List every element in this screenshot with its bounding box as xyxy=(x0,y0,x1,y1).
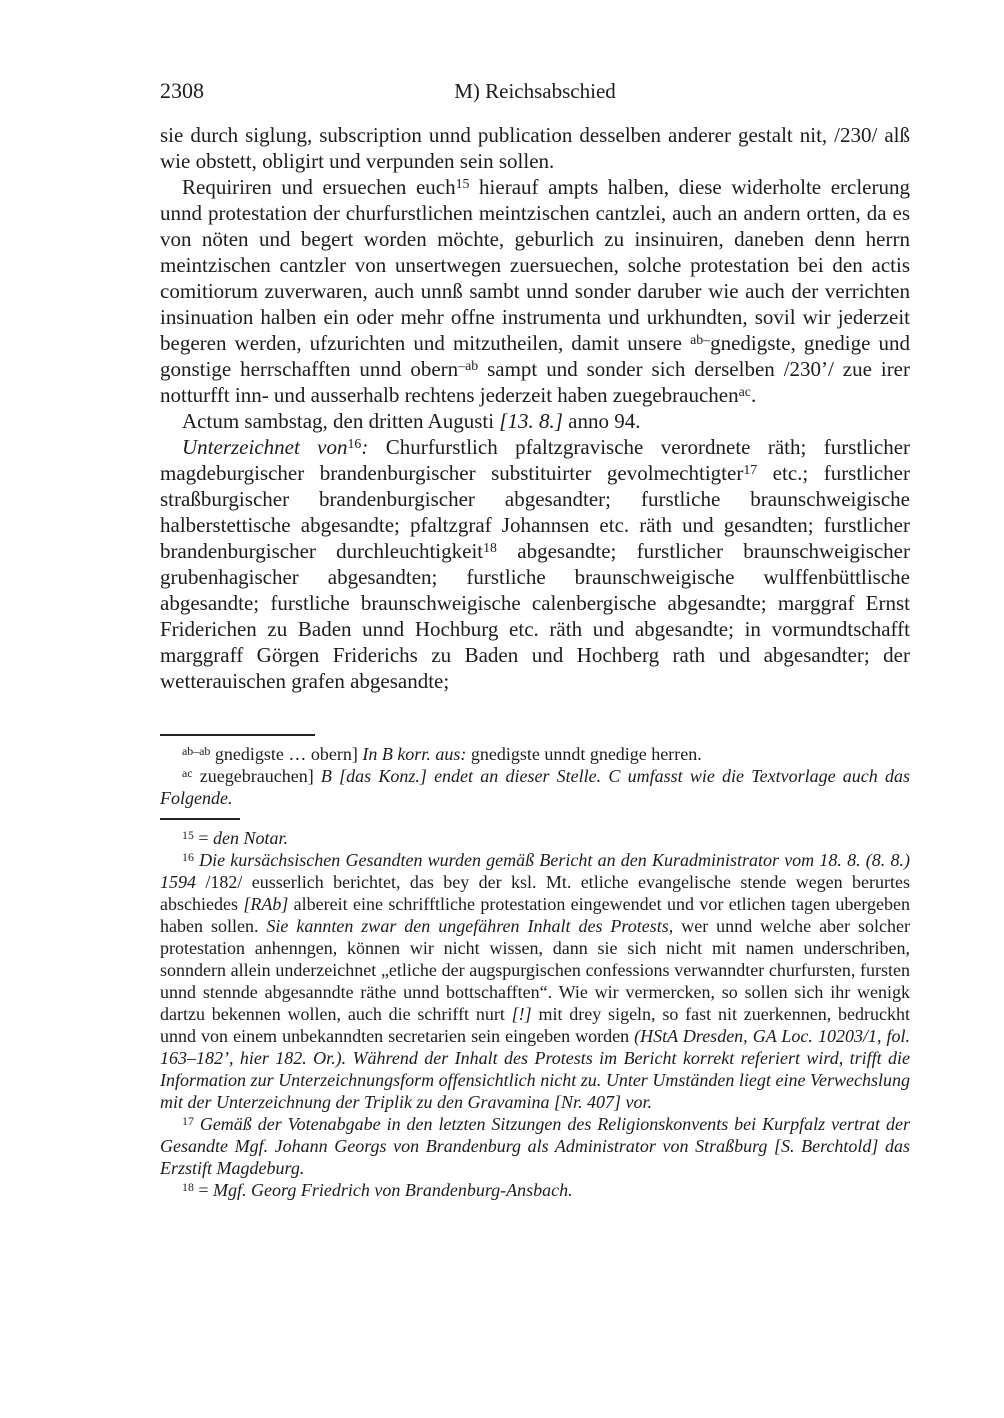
footnote: $^{18}$ = Mgf. Georg Friedrich von Brandenburg-Ansbach. xyxy=(182,1179,573,1200)
footnote: $^{15}$ = den Notar. xyxy=(182,827,289,848)
footnote: $^{17}$ Gemäß der Votenabgabe in den letzten Sitzungen des Religionskonvents bei Kurpfalz vertrat der Gesandte Mgf. Johann Georgs von Brandenburg als Administrator von Straßburg [S. Berchtold] das Erzstift Magdeburg. xyxy=(160,1113,910,1178)
footnote-list xyxy=(160,827,910,1201)
footnote: $^{16}$ Die kursächsischen Gesandten wurden gemäß Bericht an den Kuradministrator vom 18. 8. (8. 8.) 1594 /182/ eusserlich berichtet, das bey der ksl. Mt. etliche evangelische stende wegen berurtes abschiedes [RAb] albereit eine schrifftliche protestation eingewendet und vor etlichen tagen ubergeben haben sollen. Sie kannten zwar den ungefähren Inhalt des Protests, wer unnd welche aber solcher protestation anhenngen, können wir nicht wissen, dann sie sich nicht mit namen underschriben, sonndern allein underzeichnet „etliche der augspurgischen confessions verwanndter churfursten, fursten unnd stennde abgesanndte räthe unnd bottschafften“. Wie wir vermercken, so sollen sich ihr wenigk dartzu bekennen wollen, auch die schrifft nurt [!] mit drey sigeln, so fast nit zuerkennen, bedruckht unnd von einem unbekanndten secretarien sein eingeben worden (HStA Dresden, GA Loc. 10203/1, fol. 163–182’, hier 182. Or.). Während der Inhalt des Protests im Bericht korrekt referiert wird, trifft die Information zur Unterzeichnungsform offensichtlich nicht zu. Unter Umständen liegt eine Verwechslung mit der Unterzeichnung der Triplik zu den Gravamina [Nr. 407] vor. xyxy=(160,849,911,1112)
apparatus-note: $^{ab-ab}$ gnedigste … obern] In B korr. aus: gnedigste unndt gnedige herren. xyxy=(182,743,702,764)
apparatus-section xyxy=(160,734,910,809)
page-header xyxy=(160,78,910,104)
body-text xyxy=(160,122,910,694)
paragraph: Actum sambstag, den dritten Augusti [13. 8.] anno 94. xyxy=(182,409,641,433)
apparatus-separator-rule xyxy=(160,734,315,736)
apparatus-note: $^{ac}$ zuegebrauchen] B [das Konz.] endet an dieser Stelle. C umfasst wie die Textvorlage auch das Folgende. xyxy=(160,765,910,808)
paragraph: sie durch siglung, subscription unnd publication desselben anderer gestalt nit, /230/ alß wie obstett, obligirt und verpunden sein sollen. xyxy=(160,123,910,173)
running-head: M) Reichsabschied xyxy=(454,79,616,103)
footnote-separator-rule xyxy=(160,818,240,820)
paragraph: Requiriren und ersuechen euch$^{15}$ hierauf ampts halben, diese widerholte erclerung unnd protestation der churfurstlichen meintzischen cantzlei, auch an andern ortten, da es von nöten und begert worden möchte, geburlich zu insinuiren, daneben denn herrn meintzischen cantzler von unsertwegen zuersuechen, solche protestation bei den actis comitiorum zuverwaren, auch unnß sambt unnd sonder daruber wie auch der verrichten insinuation halben ein oder mehr offne instrumenta und urkhundten, sovil wir jederzeit begeren werden, ufzurichten und mitzutheilen, damit unsere $^{ab-}$gnedigste, gnedige und gonstige herrschafften unnd obern$^{-ab}$ sampt und sonder sich derselben /230’/ zue irer notturfft inn- und ausserhalb rechtens jederzeit haben zuegebrauchen$^{ac}$. xyxy=(160,175,910,407)
page-number: 2308 xyxy=(160,78,204,103)
footnotes-section xyxy=(160,818,910,1201)
apparatus-notes xyxy=(160,743,910,809)
paragraph: Unterzeichnet von$^{16}$: Churfurstlich pfaltzgravische verordnete räth; furstlicher magdeburgischer brandenburgischer substituirter gevolmechtigter$^{17}$ etc.; furstlicher straßburgischer brandenburgischer abgesandter; furstliche braunschweigische halberstettische abgesandte; pfaltzgraf Johannsen etc. räth und gesandten; furstlicher brandenburgischer durchleuchtigkeit$^{18}$ abgesandte; furstlicher braunschweigischer grubenhagischer abgesandten; furstliche braunschweigische wulffenbüttlische abgesandte; furstliche braunschweigische calenbergische abgesandte; marggraf Ernst Friderichen zu Baden unnd Hochburg etc. räth und abgesandte; in vormundtschafft marggraff Görgen Friderichs zu Baden und Hochberg rath und abgesandter; der wetterauischen grafen abgesandte; xyxy=(160,435,911,693)
text-block xyxy=(160,78,910,1201)
